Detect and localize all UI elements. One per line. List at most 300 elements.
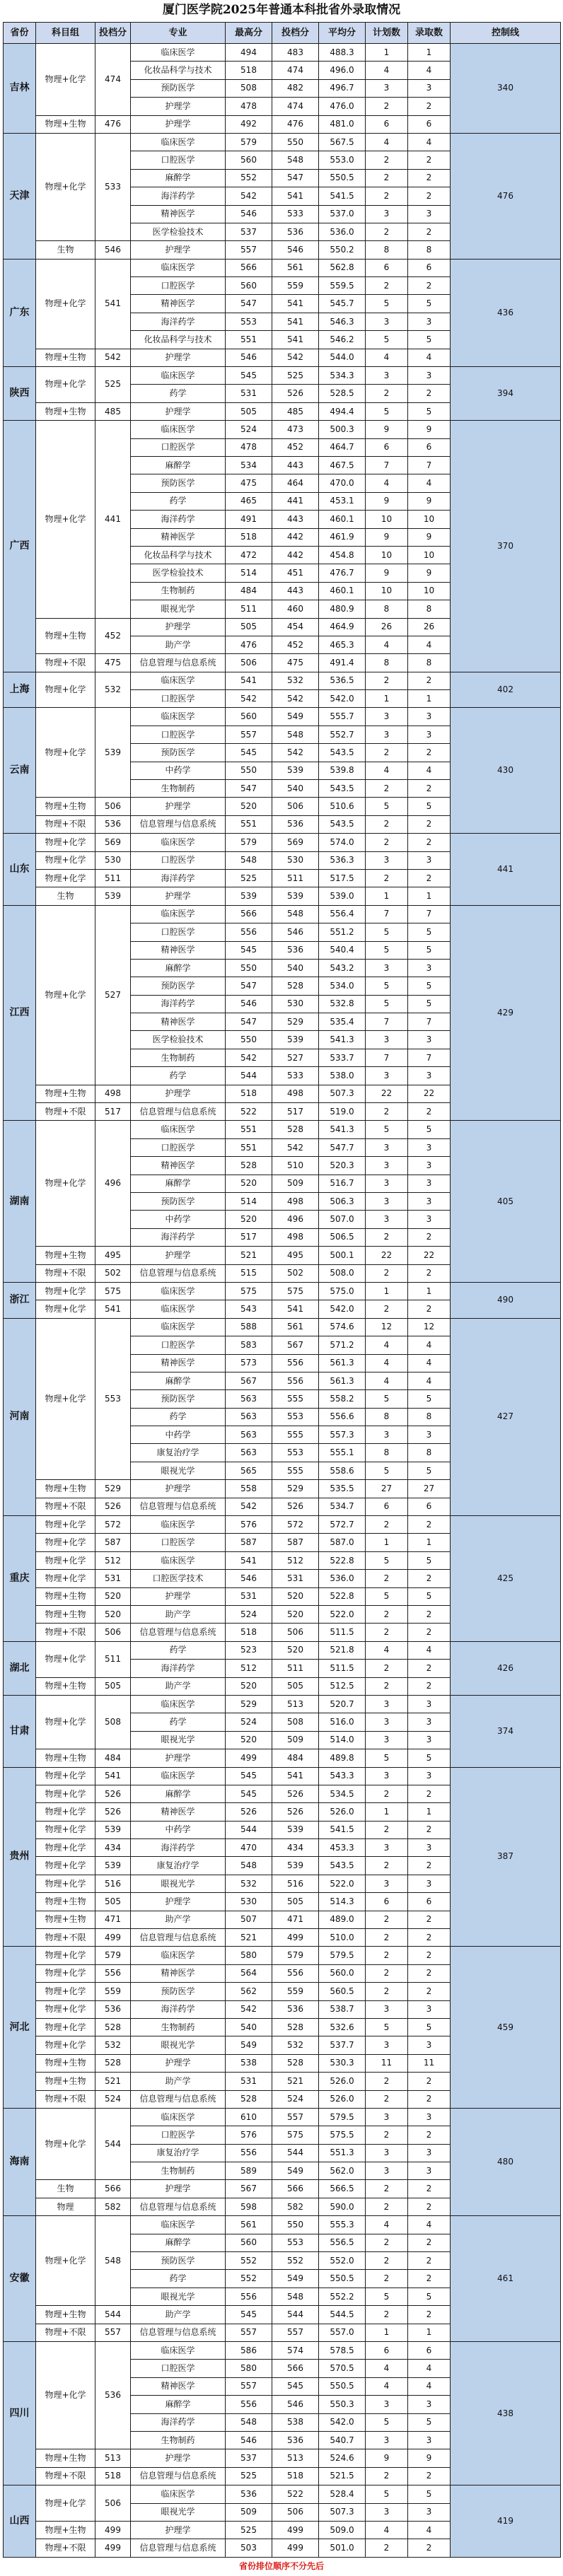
subject-group-cell: 生物 xyxy=(36,241,95,259)
avg-score-cell: 489.0 xyxy=(319,1911,366,1928)
plan-count-cell: 3 xyxy=(366,1839,408,1857)
subject-group-cell: 物理+生物 xyxy=(36,1911,95,1928)
major-cell: 药学 xyxy=(131,2270,226,2287)
max-score-cell: 476 xyxy=(226,636,272,653)
max-score-cell: 551 xyxy=(226,331,272,349)
plan-count-cell: 2 xyxy=(366,1570,408,1587)
admitted-count-cell: 3 xyxy=(408,959,451,977)
major-cell: 预防医学 xyxy=(131,474,226,492)
admitted-count-cell: 4 xyxy=(408,1354,451,1372)
plan-count-cell: 1 xyxy=(366,887,408,905)
cutoff-score-cell: 548 xyxy=(272,2287,319,2305)
avg-score-cell: 575.5 xyxy=(319,2126,366,2144)
subject-group-cell: 物理+生物 xyxy=(36,1605,95,1623)
cutoff-score-cell: 582 xyxy=(272,2198,319,2215)
avg-score-cell: 542.0 xyxy=(319,2413,366,2431)
max-score-cell: 530 xyxy=(226,1893,272,1911)
page-title: 厦门医学院2025年普通本科批省外录取情况 xyxy=(162,3,401,17)
plan-count-cell: 10 xyxy=(366,582,408,600)
major-cell: 口腔医学 xyxy=(131,2126,226,2144)
avg-score-cell: 510.6 xyxy=(319,798,366,815)
table-row xyxy=(4,2108,561,2126)
major-cell: 眼视光学 xyxy=(131,1462,226,1479)
major-cell: 临床医学 xyxy=(131,1516,226,1534)
plan-count-cell: 2 xyxy=(366,2270,408,2287)
subject-group-cell: 物理+化学 xyxy=(36,421,95,618)
admitted-count-cell: 2 xyxy=(408,1964,451,1982)
avg-score-cell: 532.6 xyxy=(319,2018,366,2036)
major-cell: 临床医学 xyxy=(131,2216,226,2234)
cutoff-score-cell: 579 xyxy=(272,1947,319,1964)
plan-count-cell: 5 xyxy=(366,1121,408,1138)
plan-count-cell: 5 xyxy=(366,995,408,1013)
major-cell: 海洋药学 xyxy=(131,313,226,330)
admitted-count-cell: 2 xyxy=(408,2073,451,2090)
group-cutoff-cell: 505 xyxy=(95,1677,131,1695)
admitted-count-cell: 3 xyxy=(408,2000,451,2018)
cutoff-score-cell: 454 xyxy=(272,618,319,636)
avg-score-cell: 552.7 xyxy=(319,725,366,743)
admitted-count-cell: 3 xyxy=(408,2431,451,2449)
plan-count-cell: 2 xyxy=(366,869,408,887)
plan-count-cell: 22 xyxy=(366,1247,408,1264)
avg-score-cell: 509.0 xyxy=(319,2521,366,2539)
cutoff-score-cell: 460 xyxy=(272,600,319,618)
major-cell: 化妆品科学与技术 xyxy=(131,331,226,349)
plan-count-cell: 3 xyxy=(366,79,408,97)
admitted-count-cell: 2 xyxy=(408,1929,451,1947)
control-line-cell: 340 xyxy=(451,44,561,134)
cutoff-score-cell: 587 xyxy=(272,1534,319,1551)
max-score-cell: 548 xyxy=(226,851,272,869)
max-score-cell: 556 xyxy=(226,923,272,941)
cutoff-score-cell: 542 xyxy=(272,690,319,708)
major-cell: 海洋药学 xyxy=(131,187,226,205)
cutoff-score-cell: 556 xyxy=(272,1354,319,1372)
admitted-count-cell: 7 xyxy=(408,456,451,474)
admitted-count-cell: 2 xyxy=(408,187,451,205)
avg-score-cell: 546.2 xyxy=(319,331,366,349)
admitted-count-cell: 4 xyxy=(408,349,451,366)
control-line-cell: 461 xyxy=(451,2216,561,2342)
group-cutoff-cell: 559 xyxy=(95,1983,131,2000)
major-cell: 临床医学 xyxy=(131,1767,226,1785)
admitted-count-cell: 4 xyxy=(408,2521,451,2539)
admitted-count-cell: 2 xyxy=(408,2252,451,2270)
cutoff-score-cell: 524 xyxy=(272,2090,319,2108)
province-cell: 湖南 xyxy=(4,1121,36,1283)
subject-group-cell: 物理+化学 xyxy=(36,367,95,403)
admitted-count-cell: 5 xyxy=(408,2413,451,2431)
subject-group-cell: 物理+化学 xyxy=(36,2108,95,2180)
avg-score-cell: 539.0 xyxy=(319,887,366,905)
avg-score-cell: 559.5 xyxy=(319,277,366,295)
admitted-count-cell: 6 xyxy=(408,1893,451,1911)
plan-count-cell: 2 xyxy=(366,98,408,115)
admitted-count-cell: 5 xyxy=(408,295,451,313)
group-cutoff-cell: 499 xyxy=(95,2521,131,2539)
avg-score-cell: 517.5 xyxy=(319,869,366,887)
admitted-count-cell: 9 xyxy=(408,2449,451,2467)
plan-count-cell: 2 xyxy=(366,1516,408,1534)
control-line-cell: 402 xyxy=(451,672,561,708)
plan-count-cell: 2 xyxy=(366,2073,408,2090)
avg-score-cell: 556.5 xyxy=(319,2234,366,2251)
max-score-cell: 566 xyxy=(226,905,272,923)
avg-score-cell: 514.3 xyxy=(319,1893,366,1911)
subject-group-cell: 物理+不限 xyxy=(36,1103,95,1121)
subject-group-cell: 物理+化学 xyxy=(36,1803,95,1821)
avg-score-cell: 566.5 xyxy=(319,2180,366,2198)
major-cell: 信息管理与信息系统 xyxy=(131,815,226,833)
major-cell: 中药学 xyxy=(131,1211,226,1228)
max-score-cell: 511 xyxy=(226,600,272,618)
max-score-cell: 491 xyxy=(226,511,272,528)
control-line-cell: 438 xyxy=(451,2342,561,2485)
avg-score-cell: 543.5 xyxy=(319,1857,366,1875)
avg-score-cell: 543.5 xyxy=(319,744,366,762)
avg-score-cell: 476.7 xyxy=(319,564,366,582)
admitted-count-cell: 2 xyxy=(408,1911,451,1928)
plan-count-cell: 2 xyxy=(366,2306,408,2324)
max-score-cell: 548 xyxy=(226,1857,272,1875)
avg-score-cell: 562.8 xyxy=(319,259,366,276)
avg-score-cell: 571.2 xyxy=(319,1336,366,1354)
max-score-cell: 520 xyxy=(226,1677,272,1695)
plan-count-cell: 7 xyxy=(366,905,408,923)
avg-score-cell: 480.9 xyxy=(319,600,366,618)
cutoff-score-cell: 539 xyxy=(272,887,319,905)
admitted-count-cell: 8 xyxy=(408,1408,451,1426)
major-cell: 口腔医学 xyxy=(131,277,226,295)
subject-group-cell: 生物 xyxy=(36,2180,95,2198)
subject-group-cell: 物理+化学 xyxy=(36,1318,95,1480)
admitted-count-cell: 2 xyxy=(408,1983,451,2000)
group-cutoff-cell: 512 xyxy=(95,1551,131,1569)
major-cell: 护理学 xyxy=(131,798,226,815)
avg-score-cell: 520.3 xyxy=(319,1157,366,1175)
major-cell: 康复治疗学 xyxy=(131,1444,226,1462)
group-cutoff-cell: 517 xyxy=(95,1103,131,1121)
group-cutoff-cell: 544 xyxy=(95,2306,131,2324)
major-cell: 生物制药 xyxy=(131,780,226,798)
group-cutoff-cell: 475 xyxy=(95,654,131,672)
subject-group-cell: 物理+生物 xyxy=(36,1480,95,1498)
cutoff-score-cell: 552 xyxy=(272,2252,319,2270)
group-cutoff-cell: 434 xyxy=(95,1839,131,1857)
major-cell: 口腔医学 xyxy=(131,2360,226,2377)
table-row xyxy=(4,1767,561,1785)
province-cell: 上海 xyxy=(4,672,36,708)
cutoff-score-cell: 452 xyxy=(272,438,319,456)
table-row xyxy=(4,421,561,438)
group-cutoff-cell: 566 xyxy=(95,2180,131,2198)
province-cell: 天津 xyxy=(4,133,36,259)
major-cell: 护理学 xyxy=(131,2180,226,2198)
cutoff-score-cell: 475 xyxy=(272,654,319,672)
avg-score-cell: 539.8 xyxy=(319,762,366,779)
cutoff-score-cell: 541 xyxy=(272,1300,319,1318)
group-cutoff-cell: 532 xyxy=(95,672,131,708)
subject-group-cell: 物理+生物 xyxy=(36,2306,95,2324)
plan-count-cell: 5 xyxy=(366,295,408,313)
province-cell: 陕西 xyxy=(4,367,36,421)
major-cell: 麻醉学 xyxy=(131,2396,226,2413)
admitted-count-cell: 2 xyxy=(408,869,451,887)
admitted-count-cell: 5 xyxy=(408,1587,451,1605)
max-score-cell: 492 xyxy=(226,115,272,133)
cutoff-score-cell: 548 xyxy=(272,151,319,169)
max-score-cell: 478 xyxy=(226,98,272,115)
control-line-cell: 480 xyxy=(451,2108,561,2215)
major-cell: 信息管理与信息系统 xyxy=(131,1103,226,1121)
max-score-cell: 589 xyxy=(226,2162,272,2180)
avg-score-cell: 488.3 xyxy=(319,44,366,62)
major-cell: 海洋药学 xyxy=(131,511,226,528)
max-score-cell: 521 xyxy=(226,1929,272,1947)
major-cell: 预防医学 xyxy=(131,1193,226,1211)
avg-score-cell: 551.3 xyxy=(319,2144,366,2162)
plan-count-cell: 2 xyxy=(366,223,408,240)
major-cell: 护理学 xyxy=(131,98,226,115)
cutoff-score-cell: 575 xyxy=(272,1282,319,1300)
province-cell: 贵州 xyxy=(4,1767,36,1947)
table-row xyxy=(4,1516,561,1534)
group-cutoff-cell: 511 xyxy=(95,869,131,887)
plan-count-cell: 3 xyxy=(366,1193,408,1211)
cutoff-score-cell: 540 xyxy=(272,959,319,977)
avg-score-cell: 550.5 xyxy=(319,2377,366,2395)
cutoff-score-cell: 539 xyxy=(272,1857,319,1875)
cutoff-score-cell: 495 xyxy=(272,1247,319,1264)
subject-group-cell: 物理+化学 xyxy=(36,2036,95,2054)
cutoff-score-cell: 539 xyxy=(272,762,319,779)
max-score-cell: 545 xyxy=(226,1785,272,1802)
avg-score-cell: 508.0 xyxy=(319,1264,366,1282)
control-line-cell: 419 xyxy=(451,2485,561,2558)
avg-score-cell: 546.3 xyxy=(319,313,366,330)
max-score-cell: 521 xyxy=(226,1247,272,1264)
max-score-cell: 560 xyxy=(226,151,272,169)
plan-count-cell: 10 xyxy=(366,511,408,528)
avg-score-cell: 550.5 xyxy=(319,2270,366,2287)
province-cell: 山东 xyxy=(4,834,36,906)
plan-count-cell: 3 xyxy=(366,2036,408,2054)
cutoff-score-cell: 476 xyxy=(272,115,319,133)
group-cutoff-cell: 528 xyxy=(95,2018,131,2036)
admitted-count-cell: 3 xyxy=(408,1211,451,1228)
avg-score-cell: 542.0 xyxy=(319,690,366,708)
cutoff-score-cell: 555 xyxy=(272,1462,319,1479)
cutoff-score-cell: 555 xyxy=(272,1390,319,1408)
admitted-count-cell: 4 xyxy=(408,133,451,151)
avg-score-cell: 543.3 xyxy=(319,1767,366,1785)
plan-count-cell: 9 xyxy=(366,492,408,510)
cutoff-score-cell: 528 xyxy=(272,1121,319,1138)
cutoff-score-cell: 567 xyxy=(272,1336,319,1354)
plan-count-cell: 1 xyxy=(366,2324,408,2341)
major-cell: 预防医学 xyxy=(131,1390,226,1408)
admitted-count-cell: 2 xyxy=(408,744,451,762)
avg-score-cell: 534.5 xyxy=(319,1785,366,1802)
plan-count-cell: 2 xyxy=(366,187,408,205)
cutoff-score-cell: 498 xyxy=(272,1193,319,1211)
plan-count-cell: 2 xyxy=(366,2234,408,2251)
avg-score-cell: 521.8 xyxy=(319,1641,366,1659)
max-score-cell: 579 xyxy=(226,834,272,851)
plan-count-cell: 3 xyxy=(366,367,408,385)
major-cell: 临床医学 xyxy=(131,1947,226,1964)
plan-count-cell: 8 xyxy=(366,600,408,618)
avg-score-cell: 507.3 xyxy=(319,1085,366,1102)
admitted-count-cell: 7 xyxy=(408,1049,451,1066)
group-cutoff-cell: 452 xyxy=(95,618,131,654)
plan-count-cell: 6 xyxy=(366,115,408,133)
subject-group-cell: 物理+化学 xyxy=(36,1570,95,1587)
max-score-cell: 556 xyxy=(226,2396,272,2413)
major-cell: 信息管理与信息系统 xyxy=(131,2324,226,2341)
cutoff-score-cell: 541 xyxy=(272,331,319,349)
major-cell: 生物制药 xyxy=(131,2162,226,2180)
subject-group-cell: 物理+生物 xyxy=(36,798,95,815)
major-cell: 助产学 xyxy=(131,1677,226,1695)
avg-score-cell: 558.2 xyxy=(319,1390,366,1408)
avg-score-cell: 560.5 xyxy=(319,1983,366,2000)
col-header-plan-count: 计划数 xyxy=(366,23,408,44)
col-header-avg-score: 平均分 xyxy=(319,23,366,44)
admitted-count-cell: 2 xyxy=(408,1300,451,1318)
admitted-count-cell: 3 xyxy=(408,725,451,743)
avg-score-cell: 541.5 xyxy=(319,1821,366,1838)
plan-count-cell: 3 xyxy=(366,1713,408,1731)
group-cutoff-cell: 520 xyxy=(95,1605,131,1623)
group-cutoff-cell: 521 xyxy=(95,2073,131,2090)
group-cutoff-cell: 526 xyxy=(95,1785,131,1802)
major-cell: 麻醉学 xyxy=(131,959,226,977)
max-score-cell: 548 xyxy=(226,2413,272,2431)
avg-score-cell: 514.0 xyxy=(319,1731,366,1749)
avg-score-cell: 465.3 xyxy=(319,636,366,653)
province-cell: 吉林 xyxy=(4,44,36,134)
plan-count-cell: 2 xyxy=(366,1264,408,1282)
plan-count-cell: 2 xyxy=(366,1929,408,1947)
admitted-count-cell: 2 xyxy=(408,169,451,187)
major-cell: 预防医学 xyxy=(131,977,226,995)
admitted-count-cell: 22 xyxy=(408,1085,451,1102)
cutoff-score-cell: 557 xyxy=(272,2108,319,2126)
subject-group-cell: 物理 xyxy=(36,2198,95,2215)
group-cutoff-cell: 546 xyxy=(95,241,131,259)
max-score-cell: 509 xyxy=(226,2503,272,2521)
max-score-cell: 552 xyxy=(226,2270,272,2287)
avg-score-cell: 467.5 xyxy=(319,456,366,474)
major-cell: 临床医学 xyxy=(131,1282,226,1300)
admitted-count-cell: 5 xyxy=(408,1390,451,1408)
cutoff-score-cell: 525 xyxy=(272,367,319,385)
major-cell: 护理学 xyxy=(131,1247,226,1264)
plan-count-cell: 2 xyxy=(366,2198,408,2215)
admitted-count-cell: 5 xyxy=(408,2018,451,2036)
admitted-count-cell: 5 xyxy=(408,2485,451,2503)
max-score-cell: 545 xyxy=(226,2306,272,2324)
avg-score-cell: 541.5 xyxy=(319,187,366,205)
group-cutoff-cell: 498 xyxy=(95,1085,131,1102)
subject-group-cell: 物理+化学 xyxy=(36,1534,95,1551)
table-row xyxy=(4,1947,561,1964)
major-cell: 口腔医学 xyxy=(131,851,226,869)
avg-score-cell: 464.9 xyxy=(319,618,366,636)
cutoff-score-cell: 553 xyxy=(272,2234,319,2251)
plan-count-cell: 12 xyxy=(366,1318,408,1336)
major-cell: 精神医学 xyxy=(131,1803,226,1821)
plan-count-cell: 4 xyxy=(366,2521,408,2539)
avg-score-cell: 535.4 xyxy=(319,1013,366,1031)
group-cutoff-cell: 542 xyxy=(95,349,131,366)
subject-group-cell: 物理+不限 xyxy=(36,2539,95,2557)
max-score-cell: 557 xyxy=(226,241,272,259)
plan-count-cell: 3 xyxy=(366,2144,408,2162)
cutoff-score-cell: 499 xyxy=(272,1929,319,1947)
admitted-count-cell: 10 xyxy=(408,546,451,564)
admitted-count-cell: 3 xyxy=(408,1175,451,1192)
cutoff-score-cell: 553 xyxy=(272,1444,319,1462)
group-cutoff-cell: 529 xyxy=(95,1480,131,1498)
col-header-province: 省份 xyxy=(4,23,36,44)
admitted-count-cell: 3 xyxy=(408,708,451,725)
major-cell: 护理学 xyxy=(131,115,226,133)
province-cell: 四川 xyxy=(4,2342,36,2485)
plan-count-cell: 2 xyxy=(366,2126,408,2144)
plan-count-cell: 9 xyxy=(366,2449,408,2467)
major-cell: 海洋药学 xyxy=(131,1660,226,1677)
plan-count-cell: 3 xyxy=(366,959,408,977)
major-cell: 信息管理与信息系统 xyxy=(131,2539,226,2557)
subject-group-cell: 物理+生物 xyxy=(36,2449,95,2467)
max-score-cell: 576 xyxy=(226,2126,272,2144)
group-cutoff-cell: 505 xyxy=(95,1893,131,1911)
max-score-cell: 546 xyxy=(226,2431,272,2449)
max-score-cell: 546 xyxy=(226,995,272,1013)
major-cell: 药学 xyxy=(131,1408,226,1426)
major-cell: 助产学 xyxy=(131,636,226,653)
group-cutoff-cell: 474 xyxy=(95,44,131,116)
admitted-count-cell: 2 xyxy=(408,2126,451,2144)
admitted-count-cell: 8 xyxy=(408,1444,451,1462)
avg-score-cell: 540.7 xyxy=(319,2431,366,2449)
plan-count-cell: 1 xyxy=(366,690,408,708)
province-cell: 云南 xyxy=(4,708,36,834)
table-row xyxy=(4,133,561,151)
admitted-count-cell: 9 xyxy=(408,421,451,438)
major-cell: 中药学 xyxy=(131,1821,226,1838)
avg-score-cell: 534.3 xyxy=(319,367,366,385)
plan-count-cell: 3 xyxy=(366,851,408,869)
cutoff-score-cell: 499 xyxy=(272,2539,319,2557)
major-cell: 护理学 xyxy=(131,1587,226,1605)
admitted-count-cell: 6 xyxy=(408,438,451,456)
plan-count-cell: 4 xyxy=(366,349,408,366)
plan-count-cell: 2 xyxy=(366,1660,408,1677)
cutoff-score-cell: 561 xyxy=(272,259,319,276)
admitted-count-cell: 2 xyxy=(408,2467,451,2485)
max-score-cell: 560 xyxy=(226,2234,272,2251)
cutoff-score-cell: 557 xyxy=(272,2324,319,2341)
admitted-count-cell: 3 xyxy=(408,1731,451,1749)
major-cell: 口腔医学 xyxy=(131,151,226,169)
group-cutoff-cell: 506 xyxy=(95,1624,131,1641)
cutoff-score-cell: 511 xyxy=(272,1660,319,1677)
max-score-cell: 552 xyxy=(226,169,272,187)
